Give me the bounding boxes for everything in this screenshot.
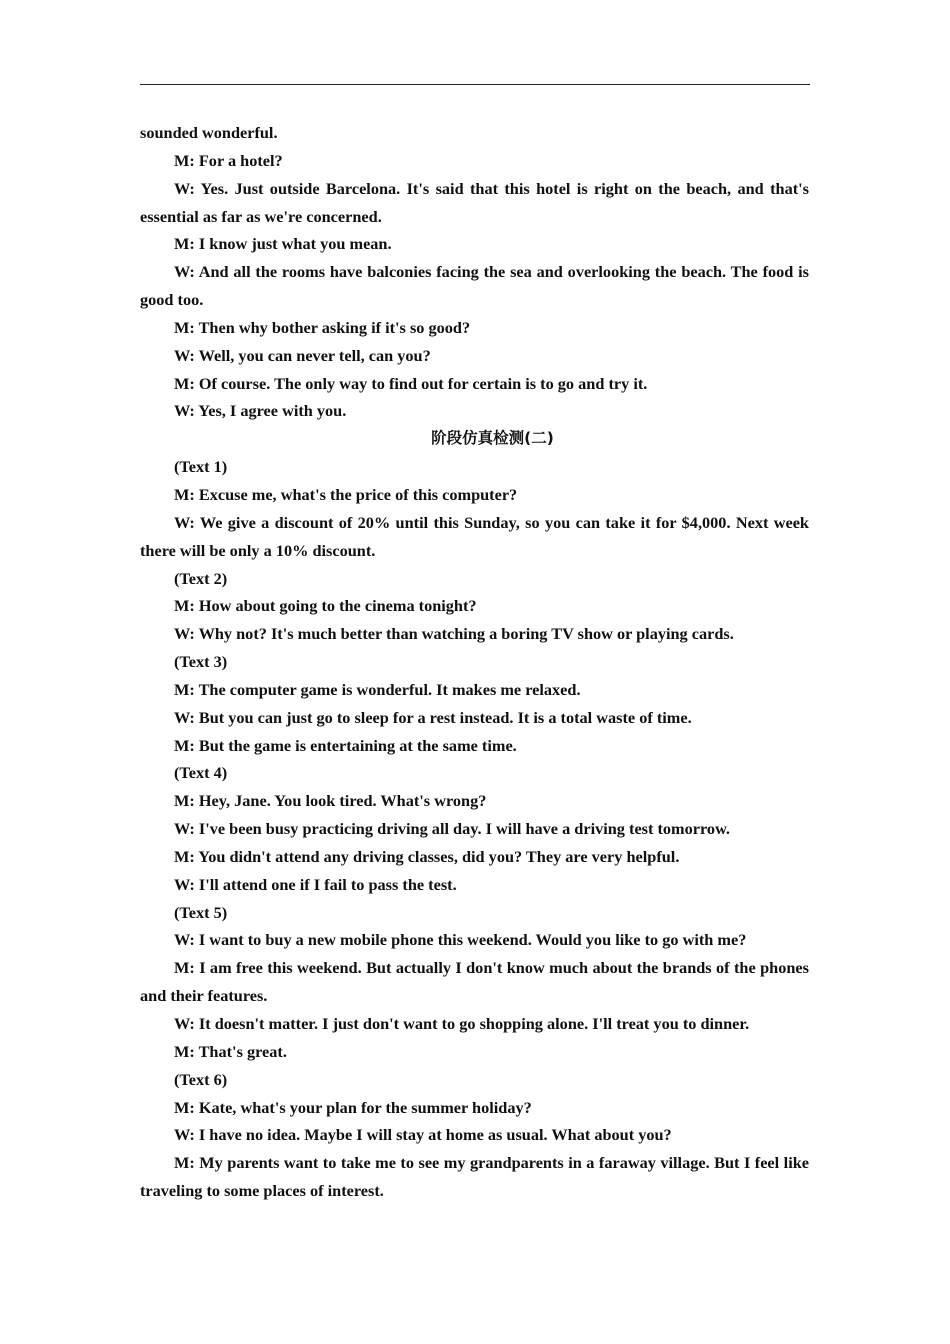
paragraph: sounded wonderful. — [140, 123, 278, 142]
document-body — [140, 119, 809, 1205]
paragraph: M: Then why bother asking if it's so good? — [174, 317, 471, 337]
paragraph: W: It doesn't matter. I just don't want to go shopping alone. I'll treat you to dinner. — [174, 1014, 750, 1033]
paragraph: W: Why not? It's much better than watching a boring TV show or playing cards. — [174, 624, 734, 644]
paragraph: M: You didn't attend any driving classes, did you? They are very helpful. — [174, 846, 680, 866]
paragraph: M: Excuse me, what's the price of this computer? — [174, 484, 518, 504]
paragraph: W: I have no idea. Maybe I will stay at home as usual. What about you? — [174, 1125, 672, 1145]
paragraph: M: Of course. The only way to find out for certain is to go and try it. — [174, 373, 648, 393]
paragraph: W: Yes, I agree with you. — [174, 401, 347, 421]
paragraph: W: I want to buy a new mobile phone this weekend. Would you like to go with me? — [174, 930, 747, 950]
paragraph: M: The computer game is wonderful. It makes me relaxed. — [174, 679, 581, 699]
text-label: (Text 4) — [174, 763, 228, 783]
text-label: (Text 2) — [174, 568, 228, 588]
paragraph: W: And all the rooms have balconies facing the sea and overlooking the beach. The food is good too. — [140, 262, 809, 310]
paragraph: M: That's great. — [174, 1041, 287, 1061]
paragraph: M: For a hotel? — [174, 150, 283, 170]
paragraph: M: I am free this weekend. But actually I don't know much about the brands of the phones and their features. — [140, 958, 809, 1006]
text-label: (Text 5) — [174, 902, 228, 922]
paragraph: M: Kate, what's your plan for the summer holiday? — [174, 1097, 532, 1117]
paragraph: M: How about going to the cinema tonight? — [174, 596, 477, 616]
text-label: (Text 3) — [174, 652, 228, 672]
section-title: 阶段仿真检测(二) — [431, 429, 554, 448]
paragraph: W: Well, you can never tell, can you? — [174, 345, 431, 365]
paragraph: W: We give a discount of 20% until this Sunday, so you can take it for $4,000. Next week there will be only a 10% discount. — [140, 512, 809, 560]
text-label: (Text 6) — [174, 1069, 228, 1089]
paragraph: W: Yes. Just outside Barcelona. It's said that this hotel is right on the beach, and that's essential as far as we're concerned. — [140, 178, 809, 226]
paragraph: M: But the game is entertaining at the same time. — [174, 735, 517, 755]
paragraph: W: But you can just go to sleep for a rest instead. It is a total waste of time. — [174, 707, 692, 727]
paragraph: M: My parents want to take me to see my grandparents in a faraway village. But I feel like traveling to some places of interest. — [140, 1153, 809, 1201]
paragraph: W: I've been busy practicing driving all day. I will have a driving test tomorrow. — [174, 819, 730, 839]
header-rule — [140, 84, 810, 85]
text-label: (Text 1) — [174, 457, 228, 477]
paragraph: M: Hey, Jane. You look tired. What's wrong? — [174, 791, 487, 811]
paragraph: M: I know just what you mean. — [174, 234, 392, 254]
paragraph: W: I'll attend one if I fail to pass the test. — [174, 874, 457, 894]
